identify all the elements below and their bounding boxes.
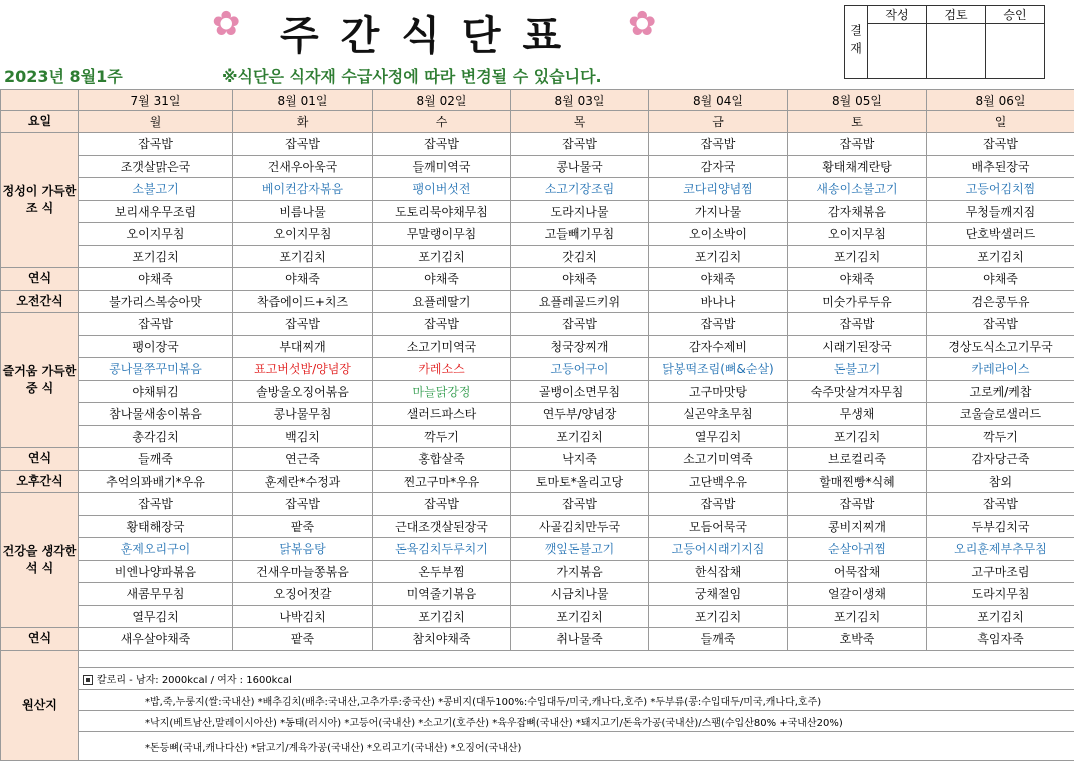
morning-snack-row-cell: 검은콩두유 xyxy=(927,290,1074,313)
lunch-item: 참나물새송이볶음 xyxy=(79,403,233,426)
dinner-item: 비엔나양파볶음 xyxy=(79,560,233,583)
breakfast-item: 코다리양념찜 xyxy=(649,178,788,201)
lunch-item: 돈불고기 xyxy=(788,358,927,381)
week-label: 2023년 8월1주 xyxy=(4,64,123,87)
breakfast-item: 갓김치 xyxy=(511,245,649,268)
breakfast-item: 들깨미역국 xyxy=(373,155,511,178)
lunch-item: 고구마맛탕 xyxy=(649,380,788,403)
afternoon-snack-row-cell: 추억의꽈배기*우유 xyxy=(79,470,233,493)
lunch-item: 청국장찌개 xyxy=(511,335,649,358)
lunch-item: 마늘닭강정 xyxy=(373,380,511,403)
dinner-item: 포기김치 xyxy=(788,605,927,628)
dinner-row xyxy=(1,515,1074,538)
lunch-item: 포기김치 xyxy=(511,425,649,448)
lunch-yeonsik-row-cell: 홍합살죽 xyxy=(373,448,511,471)
dinner-yeonsik-row-cell: 취나물죽 xyxy=(511,628,649,651)
lunch-item: 깍두기 xyxy=(927,425,1074,448)
date-row xyxy=(1,90,1074,111)
breakfast-item: 배추된장국 xyxy=(927,155,1074,178)
dinner-item: 시금치나물 xyxy=(511,583,649,606)
breakfast-row xyxy=(1,200,1074,223)
afternoon-snack-row-cell: 참외 xyxy=(927,470,1074,493)
menu-table xyxy=(0,89,1074,761)
approval-sign-write[interactable] xyxy=(868,24,927,79)
corner-cell xyxy=(1,90,79,111)
date-cell: 8월 02일 xyxy=(373,90,511,111)
day-cell: 금 xyxy=(649,111,788,133)
breakfast-label: 정성이 가득한 조 식 xyxy=(1,133,79,268)
dinner-yeonsik-row xyxy=(1,628,1074,651)
dinner-item: 한식잡채 xyxy=(649,560,788,583)
breakfast-item: 무말랭이무침 xyxy=(373,223,511,246)
breakfast-item: 감자국 xyxy=(649,155,788,178)
approval-sign-review[interactable] xyxy=(927,24,986,79)
day-cell: 수 xyxy=(373,111,511,133)
breakfast-row xyxy=(1,223,1074,246)
breakfast-item: 단호박샐러드 xyxy=(927,223,1074,246)
origin-calorie-row xyxy=(1,667,1074,690)
day-cell: 월 xyxy=(79,111,233,133)
lunch-item: 콩나물무침 xyxy=(233,403,373,426)
day-cell: 목 xyxy=(511,111,649,133)
lunch-label: 즐거움 가득한 중 식 xyxy=(1,313,79,448)
breakfast-yeonsik-row-cell: 야채죽 xyxy=(927,268,1074,291)
dinner-item: 고등어시래기지짐 xyxy=(649,538,788,561)
breakfast-item: 조갯살맑은국 xyxy=(79,155,233,178)
dinner-item: 온두부찜 xyxy=(373,560,511,583)
dinner-item: 훈제오리구이 xyxy=(79,538,233,561)
afternoon-snack-row-cell: 고단백우유 xyxy=(649,470,788,493)
breakfast-item: 오이지무침 xyxy=(79,223,233,246)
breakfast-item: 도토리묵야채무침 xyxy=(373,200,511,223)
lunch-yeonsik-row-cell: 브로컬리죽 xyxy=(788,448,927,471)
dinner-item: 포기김치 xyxy=(511,605,649,628)
lunch-item: 깍두기 xyxy=(373,425,511,448)
dinner-yeonsik-row-cell: 팥죽 xyxy=(233,628,373,651)
afternoon-snack-row xyxy=(1,470,1074,493)
breakfast-row xyxy=(1,245,1074,268)
morning-snack-row-cell: 미숫가루두유 xyxy=(788,290,927,313)
dinner-item: 잡곡밥 xyxy=(927,493,1074,516)
lunch-item: 샐러드파스타 xyxy=(373,403,511,426)
dinner-item: 건새우마늘쫑볶음 xyxy=(233,560,373,583)
day-cell: 토 xyxy=(788,111,927,133)
dinner-item: 황태해장국 xyxy=(79,515,233,538)
lunch-item: 솔방울오징어볶음 xyxy=(233,380,373,403)
breakfast-item: 잡곡밥 xyxy=(233,133,373,156)
lunch-row xyxy=(1,313,1074,336)
approval-box xyxy=(844,5,1045,79)
breakfast-item: 새송이소불고기 xyxy=(788,178,927,201)
morning-snack-row-cell: 요플레골드키위 xyxy=(511,290,649,313)
dinner-label: 건강을 생각한 석 식 xyxy=(1,493,79,628)
lunch-row xyxy=(1,403,1074,426)
dinner-row xyxy=(1,538,1074,561)
day-label: 요일 xyxy=(1,111,79,133)
dinner-item: 모듬어묵국 xyxy=(649,515,788,538)
breakfast-item: 고들빼기무침 xyxy=(511,223,649,246)
lunch-item: 골뱅이소면무침 xyxy=(511,380,649,403)
dinner-item: 잡곡밥 xyxy=(373,493,511,516)
lunch-item: 시래기된장국 xyxy=(788,335,927,358)
breakfast-item: 소고기장조림 xyxy=(511,178,649,201)
dinner-row xyxy=(1,493,1074,516)
dinner-item: 오징어젓갈 xyxy=(233,583,373,606)
lunch-item: 잡곡밥 xyxy=(233,313,373,336)
dinner-item: 나박김치 xyxy=(233,605,373,628)
dinner-row xyxy=(1,605,1074,628)
lunch-yeonsik-row-cell: 연근죽 xyxy=(233,448,373,471)
day-cell: 일 xyxy=(927,111,1074,133)
lunch-item: 포기김치 xyxy=(788,425,927,448)
dinner-item: 콩비지찌개 xyxy=(788,515,927,538)
lunch-yeonsik-row-cell: 들깨죽 xyxy=(79,448,233,471)
afternoon-snack-row-cell: 할매찐빵*식혜 xyxy=(788,470,927,493)
lunch-row xyxy=(1,380,1074,403)
origin-label: 원산지 xyxy=(1,650,79,761)
breakfast-yeonsik-row-cell: 야채죽 xyxy=(79,268,233,291)
breakfast-item: 감자채볶음 xyxy=(788,200,927,223)
header xyxy=(0,0,1074,88)
lunch-row xyxy=(1,358,1074,381)
calorie-info xyxy=(79,667,1074,690)
breakfast-item: 도라지나물 xyxy=(511,200,649,223)
breakfast-yeonsik-row-cell: 야채죽 xyxy=(233,268,373,291)
dinner-item: 포기김치 xyxy=(373,605,511,628)
yeonsik-label: 연식 xyxy=(1,448,79,471)
approval-sign-approve[interactable] xyxy=(986,24,1045,79)
lunch-yeonsik-row-cell: 낙지죽 xyxy=(511,448,649,471)
morning-snack-row-cell: 착즙에이드+치즈 xyxy=(233,290,373,313)
date-cell: 8월 03일 xyxy=(511,90,649,111)
breakfast-item: 포기김치 xyxy=(927,245,1074,268)
origin-line: *돈등뼈(국내,캐나다산) *닭고기/계육가공(국내산) *오리고기(국내산) *오징어(국내산) xyxy=(79,732,1074,761)
dinner-item: 닭볶음탕 xyxy=(233,538,373,561)
breakfast-item: 잡곡밥 xyxy=(373,133,511,156)
dinner-item: 근대조갯살된장국 xyxy=(373,515,511,538)
lunch-item: 닭봉떡조림(뼈&순살) xyxy=(649,358,788,381)
dinner-item: 잡곡밥 xyxy=(649,493,788,516)
breakfast-item: 콩나물국 xyxy=(511,155,649,178)
day-row xyxy=(1,111,1074,133)
dinner-item: 미역줄기볶음 xyxy=(373,583,511,606)
breakfast-item: 잡곡밥 xyxy=(927,133,1074,156)
lunch-item: 잡곡밥 xyxy=(373,313,511,336)
breakfast-yeonsik-row-cell: 야채죽 xyxy=(788,268,927,291)
date-cell: 7월 31일 xyxy=(79,90,233,111)
breakfast-item: 가지나물 xyxy=(649,200,788,223)
afternoon-snack-label: 오후간식 xyxy=(1,470,79,493)
breakfast-yeonsik-row-cell: 야채죽 xyxy=(511,268,649,291)
lunch-item: 열무김치 xyxy=(649,425,788,448)
date-cell: 8월 06일 xyxy=(927,90,1074,111)
yeonsik-label: 연식 xyxy=(1,628,79,651)
dinner-item: 도라지무침 xyxy=(927,583,1074,606)
breakfast-item: 고등어김치찜 xyxy=(927,178,1074,201)
lunch-item: 숙주맛살겨자무침 xyxy=(788,380,927,403)
breakfast-item: 팽이버섯전 xyxy=(373,178,511,201)
dinner-item: 잡곡밥 xyxy=(233,493,373,516)
breakfast-item: 포기김치 xyxy=(649,245,788,268)
lunch-row xyxy=(1,335,1074,358)
lunch-item: 야채튀김 xyxy=(79,380,233,403)
dinner-yeonsik-row-cell: 호박죽 xyxy=(788,628,927,651)
breakfast-item: 무청들깨지짐 xyxy=(927,200,1074,223)
dinner-item: 잡곡밥 xyxy=(788,493,927,516)
yeonsik-label: 연식 xyxy=(1,268,79,291)
lunch-item: 경상도식소고기무국 xyxy=(927,335,1074,358)
breakfast-item: 오이지무침 xyxy=(788,223,927,246)
breakfast-item: 황태채계란탕 xyxy=(788,155,927,178)
morning-snack-label: 오전간식 xyxy=(1,290,79,313)
afternoon-snack-row-cell: 토마토*올리고당 xyxy=(511,470,649,493)
dinner-yeonsik-row-cell: 들깨죽 xyxy=(649,628,788,651)
notice-text: ※식단은 식자재 수급사정에 따라 변경될 수 있습니다. xyxy=(222,64,602,87)
breakfast-item: 오이소박이 xyxy=(649,223,788,246)
origin-line: *낙지(베트남산,말레이시아산) *동태(러시아) *고등어(국내산) *소고기(호주산) *육우잡뼈(국내산) *돼지고기/돈육가공(국내산)/스팸(수입산80% +국내산20%) xyxy=(79,711,1074,732)
page-title: 주간식단표 xyxy=(280,4,583,61)
lunch-item: 연두부/양념장 xyxy=(511,403,649,426)
dinner-row xyxy=(1,583,1074,606)
lunch-item: 잡곡밥 xyxy=(927,313,1074,336)
breakfast-item: 오이지무침 xyxy=(233,223,373,246)
dinner-item: 잡곡밥 xyxy=(511,493,649,516)
approval-col-write: 작성 xyxy=(868,6,927,24)
dinner-item: 순살아귀찜 xyxy=(788,538,927,561)
lunch-item: 총각김치 xyxy=(79,425,233,448)
origin-spacer-row xyxy=(1,650,1074,667)
morning-snack-row-cell: 요플레딸기 xyxy=(373,290,511,313)
dinner-item: 돈육김치두루치기 xyxy=(373,538,511,561)
lunch-yeonsik-row-cell: 감자당근죽 xyxy=(927,448,1074,471)
lunch-item: 감자수제비 xyxy=(649,335,788,358)
square-bullet-icon xyxy=(83,675,93,685)
breakfast-row xyxy=(1,178,1074,201)
lunch-item: 코울슬로샐러드 xyxy=(927,403,1074,426)
dinner-yeonsik-row-cell: 흑임자죽 xyxy=(927,628,1074,651)
breakfast-row xyxy=(1,133,1074,156)
dinner-item: 팥죽 xyxy=(233,515,373,538)
origin-line: *밥,죽,누룽지(쌀:국내산) *배추김치(배추:국내산,고추가루:중국산) *콩비지(대두100%:수입대두/미국,캐나다,호주) *두부류(콩:수입대두/미국,캐나다,호주) xyxy=(79,690,1074,711)
breakfast-yeonsik-row-cell: 야채죽 xyxy=(373,268,511,291)
lunch-item: 실곤약초무침 xyxy=(649,403,788,426)
breakfast-item: 포기김치 xyxy=(373,245,511,268)
lunch-item: 부대찌개 xyxy=(233,335,373,358)
lunch-item: 소고기미역국 xyxy=(373,335,511,358)
lunch-yeonsik-row-cell: 소고기미역죽 xyxy=(649,448,788,471)
dinner-item: 가지볶음 xyxy=(511,560,649,583)
date-cell: 8월 04일 xyxy=(649,90,788,111)
lunch-yeonsik-row xyxy=(1,448,1074,471)
cherry-blossom-icon: ✿ xyxy=(212,4,241,44)
dinner-item: 사골김치만두국 xyxy=(511,515,649,538)
dinner-item: 포기김치 xyxy=(649,605,788,628)
breakfast-yeonsik-row xyxy=(1,268,1074,291)
dinner-item: 열무김치 xyxy=(79,605,233,628)
lunch-item: 표고버섯밥/양념장 xyxy=(233,358,373,381)
breakfast-item: 베이컨감자볶음 xyxy=(233,178,373,201)
lunch-item: 팽이장국 xyxy=(79,335,233,358)
approval-col-approve: 승인 xyxy=(986,6,1045,24)
cherry-blossom-icon: ✿ xyxy=(628,4,657,44)
breakfast-item: 포기김치 xyxy=(788,245,927,268)
lunch-item: 잡곡밥 xyxy=(79,313,233,336)
breakfast-item: 잡곡밥 xyxy=(79,133,233,156)
lunch-item: 카레소스 xyxy=(373,358,511,381)
origin-spacer xyxy=(79,650,1074,667)
breakfast-item: 보리새우무조림 xyxy=(79,200,233,223)
breakfast-item: 비름나물 xyxy=(233,200,373,223)
afternoon-snack-row-cell: 훈제란*수정과 xyxy=(233,470,373,493)
dinner-yeonsik-row-cell: 새우살야채죽 xyxy=(79,628,233,651)
dinner-item: 오리훈제부추무침 xyxy=(927,538,1074,561)
dinner-item: 궁채절임 xyxy=(649,583,788,606)
lunch-item: 콩나물쭈꾸미볶음 xyxy=(79,358,233,381)
afternoon-snack-row-cell: 찐고구마*우유 xyxy=(373,470,511,493)
dinner-item: 포기김치 xyxy=(927,605,1074,628)
dinner-item: 두부김치국 xyxy=(927,515,1074,538)
dinner-item: 새콤무무침 xyxy=(79,583,233,606)
dinner-yeonsik-row-cell: 참치야채죽 xyxy=(373,628,511,651)
breakfast-item: 포기김치 xyxy=(233,245,373,268)
lunch-item: 잡곡밥 xyxy=(511,313,649,336)
approval-col-review: 검토 xyxy=(927,6,986,24)
date-cell: 8월 05일 xyxy=(788,90,927,111)
breakfast-item: 건새우아욱국 xyxy=(233,155,373,178)
approval-side-label: 결재 xyxy=(845,6,868,79)
lunch-item: 고등어구이 xyxy=(511,358,649,381)
morning-snack-row xyxy=(1,290,1074,313)
dinner-item: 어묵잡채 xyxy=(788,560,927,583)
breakfast-item: 소불고기 xyxy=(79,178,233,201)
lunch-row xyxy=(1,425,1074,448)
dinner-item: 고구마조림 xyxy=(927,560,1074,583)
dinner-item: 깻잎돈불고기 xyxy=(511,538,649,561)
day-cell: 화 xyxy=(233,111,373,133)
dinner-row xyxy=(1,560,1074,583)
breakfast-item: 잡곡밥 xyxy=(788,133,927,156)
breakfast-yeonsik-row-cell: 야채죽 xyxy=(649,268,788,291)
dinner-item: 얼갈이생채 xyxy=(788,583,927,606)
calorie-text: 칼로리 - 남자: 2000kcal / 여자 : 1600kcal xyxy=(97,675,292,686)
lunch-item: 고로케/케찹 xyxy=(927,380,1074,403)
morning-snack-row-cell: 불가리스복숭아맛 xyxy=(79,290,233,313)
origin-line-row xyxy=(1,732,1074,761)
lunch-item: 잡곡밥 xyxy=(649,313,788,336)
lunch-item: 무생채 xyxy=(788,403,927,426)
morning-snack-row-cell: 바나나 xyxy=(649,290,788,313)
breakfast-row xyxy=(1,155,1074,178)
origin-line-row xyxy=(1,690,1074,711)
date-cell: 8월 01일 xyxy=(233,90,373,111)
lunch-item: 백김치 xyxy=(233,425,373,448)
lunch-item: 잡곡밥 xyxy=(788,313,927,336)
breakfast-item: 잡곡밥 xyxy=(649,133,788,156)
dinner-item: 잡곡밥 xyxy=(79,493,233,516)
origin-line-row xyxy=(1,711,1074,732)
breakfast-item: 잡곡밥 xyxy=(511,133,649,156)
breakfast-item: 포기김치 xyxy=(79,245,233,268)
lunch-item: 카레라이스 xyxy=(927,358,1074,381)
